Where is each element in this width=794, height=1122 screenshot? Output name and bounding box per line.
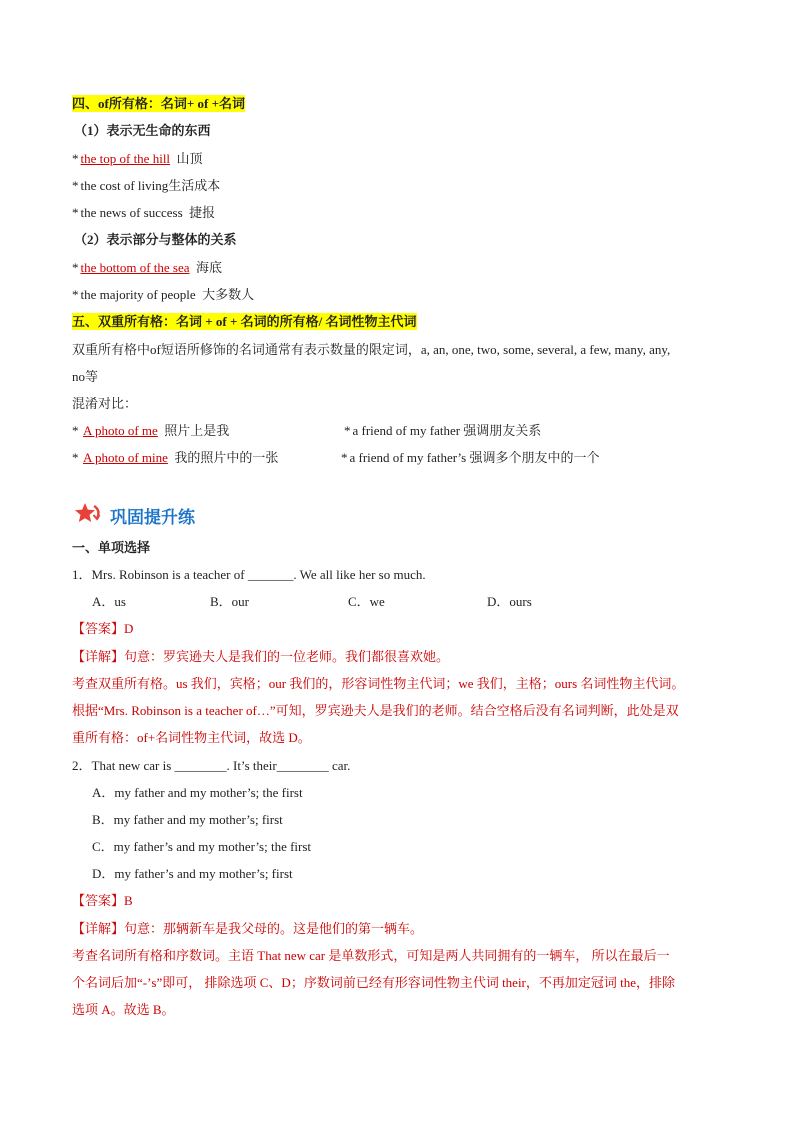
section-5-para-line1: 双重所有格中of短语所修饰的名词通常有表示数量的限定词，a, an, one, two, some, several, a few, many, any,	[72, 342, 671, 357]
section-5-para-line2: no等	[72, 369, 99, 384]
bullet-icon: *	[72, 260, 79, 275]
practice-banner	[74, 502, 195, 528]
question-1-detail-3: 根据“Mrs. Robinson is a teacher of…”可知，罗宾逊夫人是我们的老师。结合空格后没有名词判断，此处是双	[72, 703, 679, 718]
question-2-option-b: B．my father and my mother’s; first	[92, 812, 283, 827]
bullet-icon: *	[341, 450, 348, 465]
list-item: * the top of the hill 山顶	[72, 151, 203, 166]
question-1-detail-1: 【详解】句意：罗宾逊夫人是我们的一位老师。我们都很喜欢她。	[72, 649, 450, 664]
question-1-stem: 1．Mrs. Robinson is a teacher of _______. We all like her so much.	[72, 567, 426, 582]
bullet-icon: *	[72, 178, 79, 193]
compare-label: 混淆对比：	[72, 396, 138, 411]
question-1-option-a: A．us	[92, 594, 126, 609]
question-1-answer: 【答案】D	[72, 621, 134, 636]
star-badge-icon	[74, 502, 104, 529]
question-1-detail-2: 考查双重所有格。us 我们，宾格；our 我们的，形容词性物主代词；we 我们，主格；ours 名词性物主代词。	[72, 676, 685, 691]
section-4-sub1: （1）表示无生命的东西	[74, 123, 211, 138]
part-heading: 一、单项选择	[72, 540, 151, 555]
question-2-detail-2: 考查名词所有格和序数词。主语 That new car 是单数形式，可知是两人共同拥有的一辆车， 所以在最后一	[72, 948, 670, 963]
question-2-detail-3: 个名词后加“-’s”即可， 排除选项 C、D；序数词前已经有形容词性物主代词 their，不再加定冠词 the，排除	[72, 975, 676, 990]
question-1-option-b: B．our	[210, 594, 250, 609]
list-item: * the news of success 捷报	[72, 205, 216, 220]
question-2-stem: 2．That new car is ________. It’s their________ car.	[72, 758, 351, 773]
section-5-heading: 五、双重所有格：名词 + of + 名词的所有格/ 名词性物主代词	[72, 314, 417, 329]
bullet-icon: *	[72, 151, 79, 166]
section-4-heading: 四、of所有格：名词+ of +名词	[72, 96, 245, 111]
list-item: * the cost of living生活成本	[72, 178, 221, 193]
question-2-option-d: D．my father’s and my mother’s; first	[92, 866, 293, 881]
question-1-option-d: D．ours	[487, 594, 532, 609]
bullet-icon: *	[72, 205, 79, 220]
list-item: * the bottom of the sea 海底	[72, 260, 223, 275]
question-2-option-a: A．my father and my mother’s; the first	[92, 785, 303, 800]
question-1-option-c: C．we	[348, 594, 385, 609]
question-2-detail-1: 【详解】句意：那辆新车是我父母的。这是他们的第一辆车。	[72, 921, 424, 936]
bullet-icon: *	[72, 450, 79, 465]
practice-banner-title: 巩固提升练	[110, 507, 195, 528]
question-2-detail-4: 选项 A。故选 B。	[72, 1002, 175, 1017]
compare-row-2: * A photo of mine 我的照片中的一张	[72, 450, 279, 465]
bullet-icon: *	[344, 423, 351, 438]
list-item: * the majority of people 大多数人	[72, 287, 255, 302]
compare-row-1-right: * a friend of my father 强调朋友关系	[344, 423, 542, 438]
question-1-detail-4: 重所有格：of+名词性物主代词，故选 D。	[72, 730, 311, 745]
compare-row-1: * A photo of me 照片上是我	[72, 423, 230, 438]
question-2-answer: 【答案】B	[72, 893, 133, 908]
question-2-option-c: C．my father’s and my mother’s; the first	[92, 839, 312, 854]
section-4-sub2: （2）表示部分与整体的关系	[74, 232, 237, 247]
bullet-icon: *	[72, 287, 79, 302]
bullet-icon: *	[72, 423, 79, 438]
compare-row-2-right: * a friend of my father’s 强调多个朋友中的一个	[341, 450, 600, 465]
